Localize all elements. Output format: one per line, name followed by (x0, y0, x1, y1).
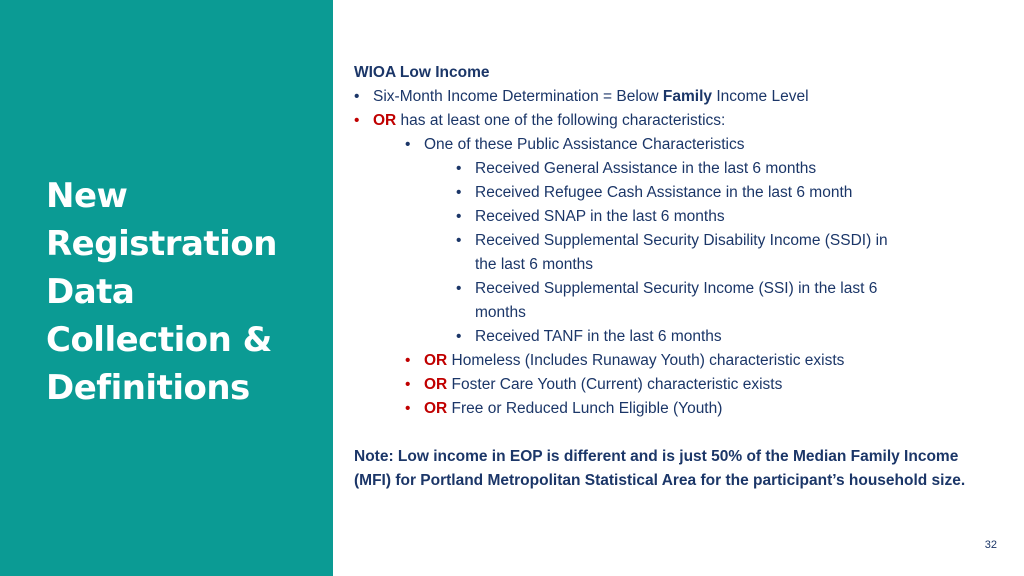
spacer (354, 421, 994, 445)
bullet-icon: • (354, 112, 360, 129)
title-line: Registration (46, 224, 277, 264)
list-item (354, 349, 994, 373)
item-text: Income Level (712, 88, 809, 105)
bullet-icon: • (405, 352, 411, 369)
bullet-icon: • (456, 232, 462, 249)
title-line: Definitions (46, 368, 250, 408)
item-text: Free or Reduced Lunch Eligible (Youth) (447, 400, 723, 417)
list-item-continuation: months (475, 304, 526, 321)
page-number: 32 (984, 539, 997, 551)
title-line: Data (46, 272, 135, 312)
item-text: Received Refugee Cash Assistance in the last 6 month (475, 184, 853, 201)
item-text: One of these Public Assistance Characteristics (424, 136, 745, 153)
title-line: Collection & (46, 320, 272, 360)
bullet-icon: • (456, 160, 462, 177)
bullet-icon: • (405, 376, 411, 393)
or-label: OR (424, 376, 448, 393)
list-item (354, 205, 994, 229)
list-item (354, 85, 994, 109)
list-item (354, 277, 994, 301)
item-text: Received TANF in the last 6 months (475, 328, 722, 345)
note-text: Note: Low income in EOP is different and is just 50% of the Median Family Income (MFI) for Portland Metropolitan Statistical Area for the participant’s household size. (354, 448, 966, 489)
list-item (354, 133, 994, 157)
item-text: Foster Care Youth (Current) characteristic exists (447, 376, 783, 393)
list-item (354, 229, 994, 253)
list-item (354, 373, 994, 397)
section-heading: WIOA Low Income (354, 64, 490, 81)
item-text: Homeless (Includes Runaway Youth) characteristic exists (447, 352, 845, 369)
list-item (354, 397, 994, 421)
item-text: Received Supplemental Security Income (SSI) in the last 6 (475, 280, 878, 297)
list-item (354, 109, 994, 133)
list-item (354, 325, 994, 349)
item-text: Received SNAP in the last 6 months (475, 208, 725, 225)
bullet-icon: • (405, 400, 411, 417)
or-label: OR (424, 352, 448, 369)
item-text: Received Supplemental Security Disability Income (SSDI) in (475, 232, 888, 249)
emphasis-text: Family (662, 88, 713, 105)
bullet-icon: • (456, 280, 462, 297)
item-text: Received General Assistance in the last 6 months (475, 160, 817, 177)
slide-title (46, 172, 277, 412)
item-text: has at least one of the following characteristics: (396, 112, 726, 129)
bullet-icon: • (354, 88, 360, 105)
bullet-icon: • (456, 328, 462, 345)
bullet-icon: • (456, 208, 462, 225)
list-item-continuation: the last 6 months (475, 256, 594, 273)
item-text: Six-Month Income Determination = Below (373, 88, 663, 105)
list-item (354, 157, 994, 181)
bullet-icon: • (405, 136, 411, 153)
or-label: OR (424, 400, 448, 417)
list-item (354, 181, 994, 205)
content-body (354, 61, 994, 493)
or-label: OR (373, 112, 397, 129)
bullet-icon: • (456, 184, 462, 201)
title-panel (0, 0, 333, 576)
title-line: New (46, 176, 128, 216)
